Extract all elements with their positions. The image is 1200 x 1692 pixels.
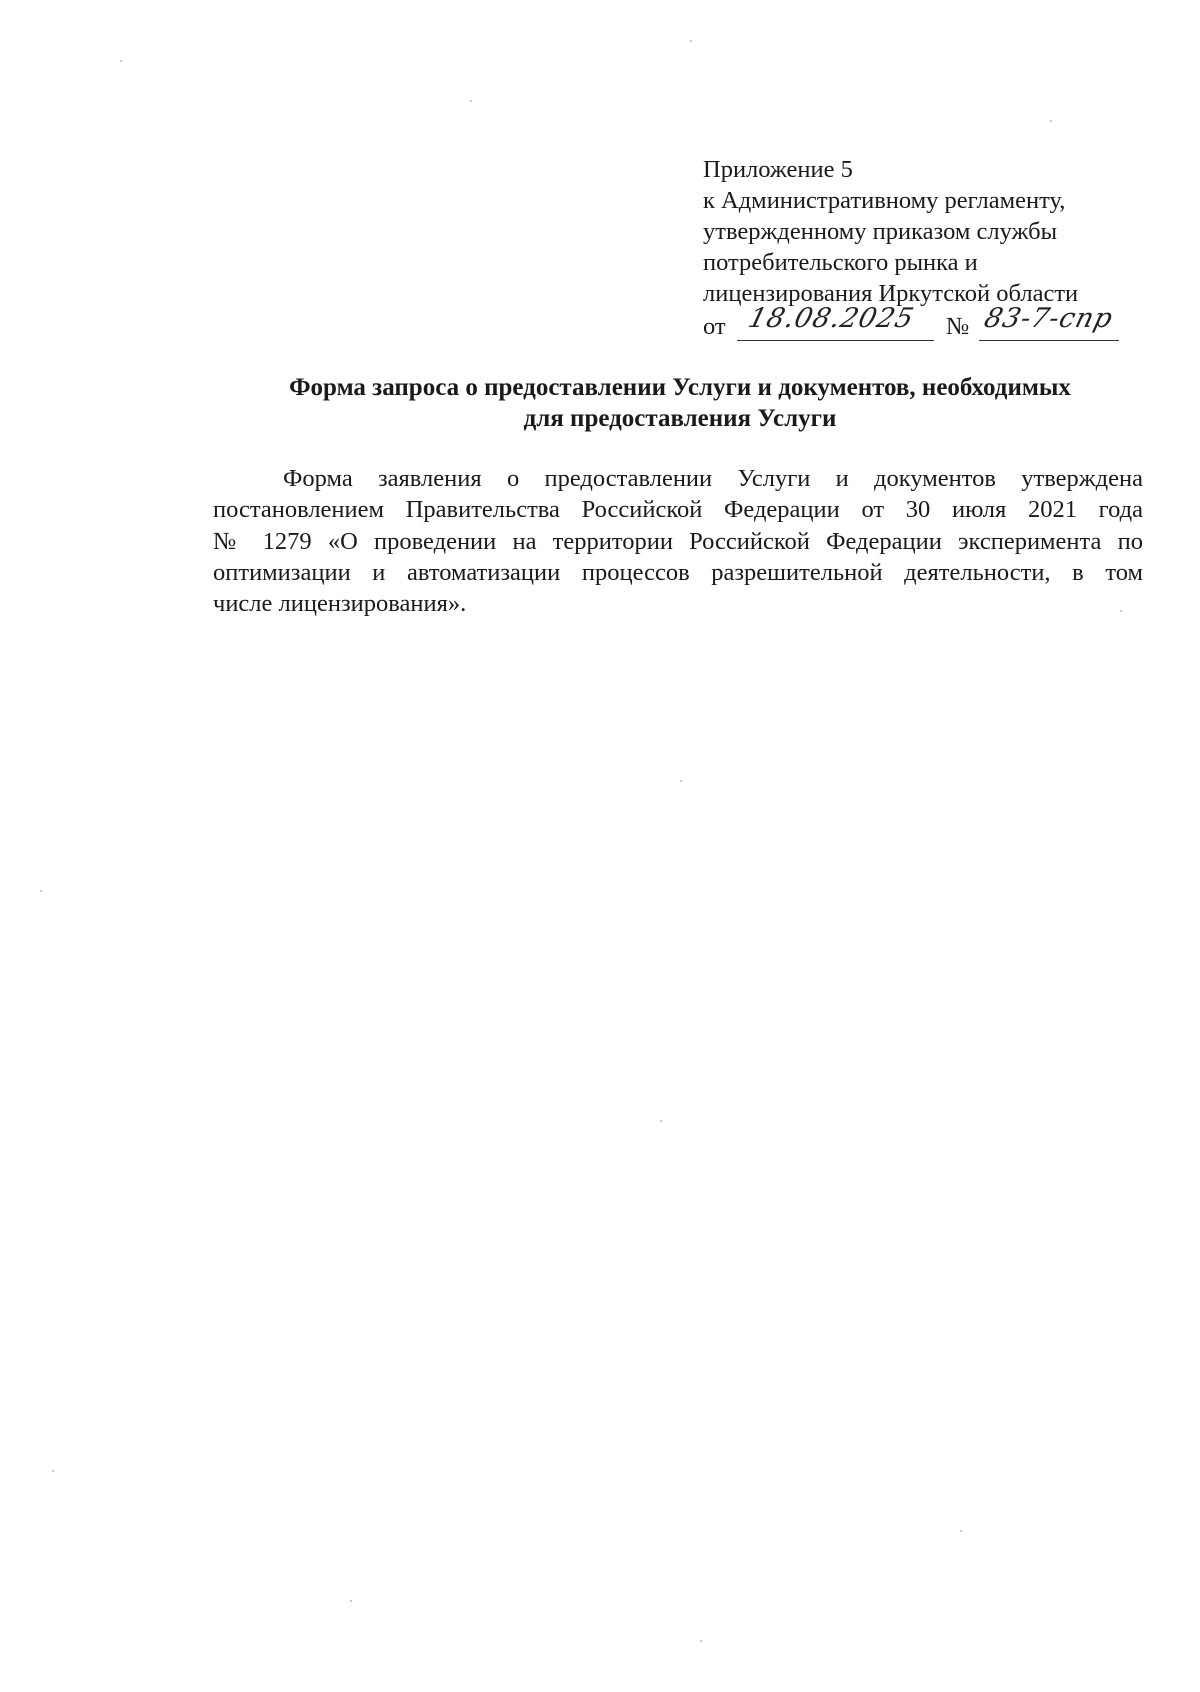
body-line: постановлением Правительства Российской Федерации от 30 июля 2021 года — [213, 496, 1143, 524]
document-heading — [215, 372, 1145, 434]
scan-speck — [1050, 120, 1052, 122]
body-line: № 1279 «О проведении на территории Российской Федерации эксперимента по — [213, 527, 1143, 555]
scan-speck — [660, 1120, 662, 1122]
scan-speck — [690, 40, 692, 42]
from-label: от — [703, 313, 726, 340]
scan-speck — [52, 1470, 54, 1472]
scan-speck — [960, 1530, 962, 1532]
scan-speck — [350, 1600, 352, 1602]
appendix-line: к Административному регламенту, — [703, 187, 1066, 214]
scan-speck — [470, 100, 472, 102]
handwritten-date: 18.08.2025 — [745, 303, 918, 334]
appendix-line: Приложение 5 — [703, 156, 853, 183]
body-paragraph — [213, 463, 1143, 619]
heading-line: для предоставления Услуги — [523, 405, 837, 432]
body-line: Форма заявления о предоставлении Услуги и документов утверждена — [283, 465, 1143, 492]
scan-speck — [680, 780, 682, 782]
order-reference — [703, 303, 1143, 343]
date-underline — [737, 340, 934, 341]
body-line: числе лицензирования». — [213, 590, 467, 618]
scan-speck — [120, 60, 122, 62]
appendix-block — [703, 154, 1143, 343]
number-label: № — [946, 313, 970, 340]
scan-speck — [1120, 610, 1122, 612]
scan-speck — [700, 1640, 702, 1642]
body-line: оптимизации и автоматизации процессов разрешительной деятельности, в том — [213, 558, 1143, 586]
scan-speck — [40, 890, 42, 892]
handwritten-number: 83-7-спр — [981, 303, 1117, 334]
appendix-line: утвержденному приказом службы — [703, 218, 1058, 245]
heading-line: Форма запроса о предоставлении Услуги и документов, необходимых — [289, 374, 1071, 401]
appendix-line: лицензирования Иркутской области — [703, 280, 1079, 307]
appendix-line: потребительского рынка и — [703, 249, 978, 276]
number-underline — [979, 340, 1119, 341]
